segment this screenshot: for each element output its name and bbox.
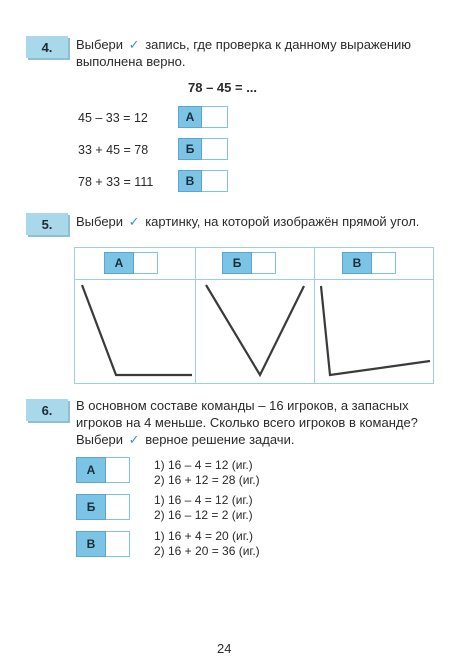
q5-option-b-label: Б bbox=[222, 252, 252, 274]
q4-option-c-label: В bbox=[178, 170, 202, 192]
q6-line-1: В основном составе команды – 16 игроков, а запасных bbox=[76, 398, 409, 413]
q5-option-c-label: В bbox=[342, 252, 372, 274]
q6-option-b-step-2: 2) 16 – 12 = 2 (иг.) bbox=[154, 508, 253, 522]
q6-option-a-checkbox[interactable] bbox=[106, 457, 130, 483]
q5-text-start: Выбери bbox=[76, 214, 124, 229]
q6-option-c-step-2: 2) 16 + 20 = 36 (иг.) bbox=[154, 544, 260, 558]
q6-option-b[interactable] bbox=[76, 494, 130, 520]
q6-option-b-checkbox[interactable] bbox=[106, 494, 130, 520]
q4-text-end: выполнена верно. bbox=[76, 54, 186, 69]
checkmark-icon: ✓ bbox=[128, 37, 140, 52]
q4-option-a-label: А bbox=[178, 106, 202, 128]
q5-text-rest: картинку, на которой изображён прямой угол. bbox=[145, 214, 420, 229]
q4-text-rest: запись, где проверка к данному выражению bbox=[145, 37, 412, 52]
q6-line-3-rest: верное решение задачи. bbox=[145, 432, 295, 447]
q6-option-c-step-1: 1) 16 + 4 = 20 (иг.) bbox=[154, 529, 253, 543]
q6-option-b-step-1: 1) 16 – 4 = 12 (иг.) bbox=[154, 493, 253, 507]
q6-option-a-step-1: 1) 16 – 4 = 12 (иг.) bbox=[154, 458, 253, 472]
q6-option-c[interactable] bbox=[76, 531, 130, 557]
angle-a-figure bbox=[82, 285, 192, 375]
q6-option-a-step-2: 2) 16 + 12 = 28 (иг.) bbox=[154, 473, 260, 487]
q6-line-2: игроков на 4 меньше. Сколько всего игроков в команде? bbox=[76, 415, 418, 430]
angle-c-figure bbox=[321, 286, 430, 375]
q4-text-start: Выбери bbox=[76, 37, 124, 52]
q4-option-a-expr: 45 – 33 = 12 bbox=[78, 111, 148, 125]
question-6-text bbox=[76, 397, 441, 448]
question-number-6: 6. bbox=[26, 399, 68, 421]
q4-option-b-label: Б bbox=[178, 138, 202, 160]
checkmark-icon: ✓ bbox=[128, 214, 140, 229]
q6-option-a[interactable] bbox=[76, 457, 130, 483]
q4-option-c-expr: 78 + 33 = 111 bbox=[78, 175, 154, 189]
page-number: 24 bbox=[217, 641, 232, 656]
q4-expression: 78 – 45 = ... bbox=[188, 80, 258, 95]
question-number-5: 5. bbox=[26, 213, 68, 235]
angle-b-figure bbox=[206, 285, 304, 375]
q6-line-3-start: Выбери bbox=[76, 432, 124, 447]
q6-option-c-label: В bbox=[76, 531, 106, 557]
q6-option-b-label: Б bbox=[76, 494, 106, 520]
q4-option-b-expr: 33 + 45 = 78 bbox=[78, 143, 149, 157]
q6-option-a-label: А bbox=[76, 457, 106, 483]
question-number-4: 4. bbox=[26, 36, 68, 58]
q6-option-c-checkbox[interactable] bbox=[106, 531, 130, 557]
checkmark-icon: ✓ bbox=[128, 432, 140, 447]
q5-option-a-label: А bbox=[104, 252, 134, 274]
